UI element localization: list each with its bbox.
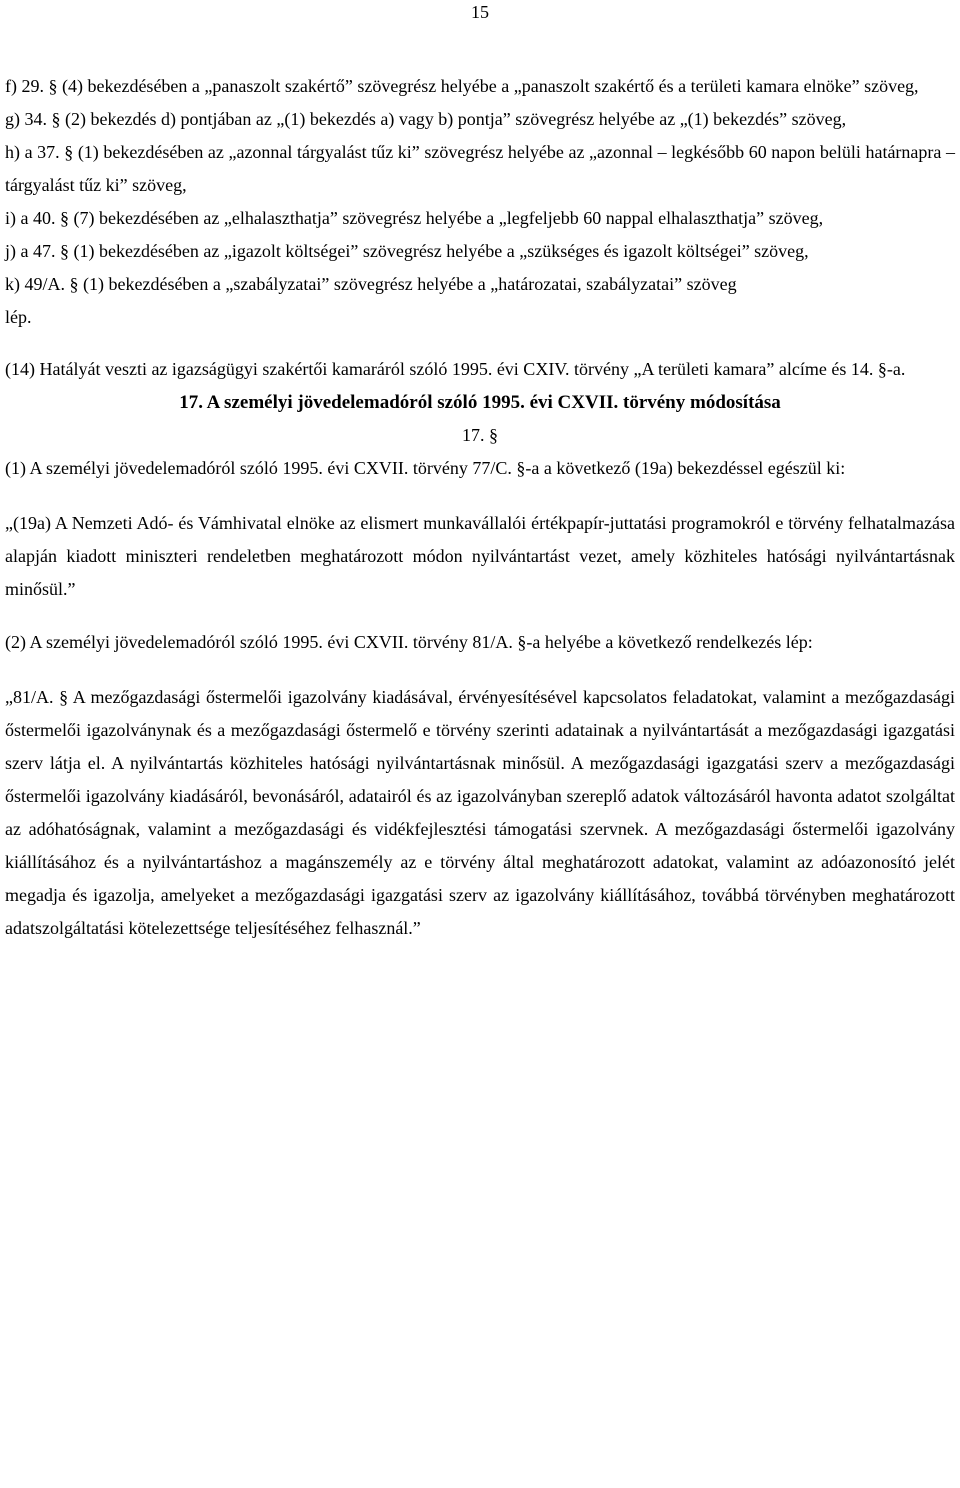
paragraph-14: (14) Hatályát veszti az igazságügyi szakértői kamaráról szóló 1995. évi CXIV. törvény „A területi kamara” alcíme és 14. §-a. (5, 359, 906, 379)
amendment-item-g: g) 34. § (2) bekezdés d) pontjában az „(1) bekezdés a) vagy b) pontja” szövegrész helyébe az „(1) bekezdés” szöveg, (5, 109, 847, 129)
paragraph-2: (2) A személyi jövedelemadóról szóló 1995. évi CXVII. törvény 81/A. §-a helyébe a következő rendelkezés lép: (5, 632, 813, 652)
amendment-item-f: f) 29. § (4) bekezdésében a „panaszolt szakértő” szövegrész helyébe a „panaszolt szakértő és a területi kamara elnöke” szöveg, (5, 76, 919, 96)
closing-word: lép. (5, 307, 32, 327)
document-body (5, 70, 955, 945)
amendment-item-j: j) a 47. § (1) bekezdésében az „igazolt költségei” szövegrész helyébe a „szükséges és igazolt költségei” szöveg, (5, 241, 809, 261)
amendment-item-k: k) 49/A. § (1) bekezdésében a „szabályzatai” szövegrész helyébe a „határozatai, szabályzatai” szöveg (5, 274, 737, 294)
paragraph-1: (1) A személyi jövedelemadóról szóló 1995. évi CXVII. törvény 77/C. §-a a következő (19a) bekezdéssel egészül ki: (5, 458, 846, 478)
section-number: 17. § (462, 425, 498, 445)
amendment-list (5, 70, 955, 334)
paragraph-2-quote: „81/A. § A mezőgazdasági őstermelői igazolvány kiadásával, érvényesítésével kapcsolatos feladatokat, valamint a mezőgazdasági őstermelői igazolványnak és a mezőgazdasági őstermelő e törvény szerinti adatainak a nyilvántartását a mezőgazdasági igazgatási szerv látja el. A nyilvántartás közhiteles hatósági nyilvántartásnak minősül. A mezőgazdasági igazgatási szerv a mezőgazdasági őstermelői igazolvány kiadásáról, bevonásáról, adatairól és az igazolványban szereplő adatok változásáról havonta adatot szolgáltat az adóhatóságnak, valamint a mezőgazdasági és vidékfejlesztési támogatási szervnek. A mezőgazdasági őstermelői igazolvány kiállításához és a nyilvántartáshoz a magánszemély az e törvény által meghatározott adatokat, valamint az adóazonosító jelét megadja és igazolja, amelyeket a mezőgazdasági igazgatási szerv az igazolvány kiállításához, továbbá törvényben meghatározott adatszolgáltatási kötelezettsége teljesítéséhez felhasznál.” (5, 687, 955, 938)
amendment-item-i: i) a 40. § (7) bekezdésében az „elhalaszthatja” szövegrész helyébe a „legfeljebb 60 nappal elhalaszthatja” szöveg, (5, 208, 824, 228)
page-number: 15 (471, 2, 489, 22)
section-title: 17. A személyi jövedelemadóról szóló 1995. évi CXVII. törvény módosítása (179, 392, 781, 413)
paragraph-1-quote: „(19a) A Nemzeti Adó- és Vámhivatal elnöke az elismert munkavállalói értékpapír-juttatási programokról e törvény felhatalmazása alapján kiadott miniszteri rendeletben meghatározott módon nyilvántartást vezet, amely közhiteles hatósági nyilvántartásnak minősül.” (5, 513, 955, 599)
amendment-item-h: h) a 37. § (1) bekezdésében az „azonnal tárgyalást tűz ki” szövegrész helyébe az „azonnal – legkésőbb 60 napon belüli határnapra – tárgyalást tűz ki” szöveg, (5, 142, 955, 195)
